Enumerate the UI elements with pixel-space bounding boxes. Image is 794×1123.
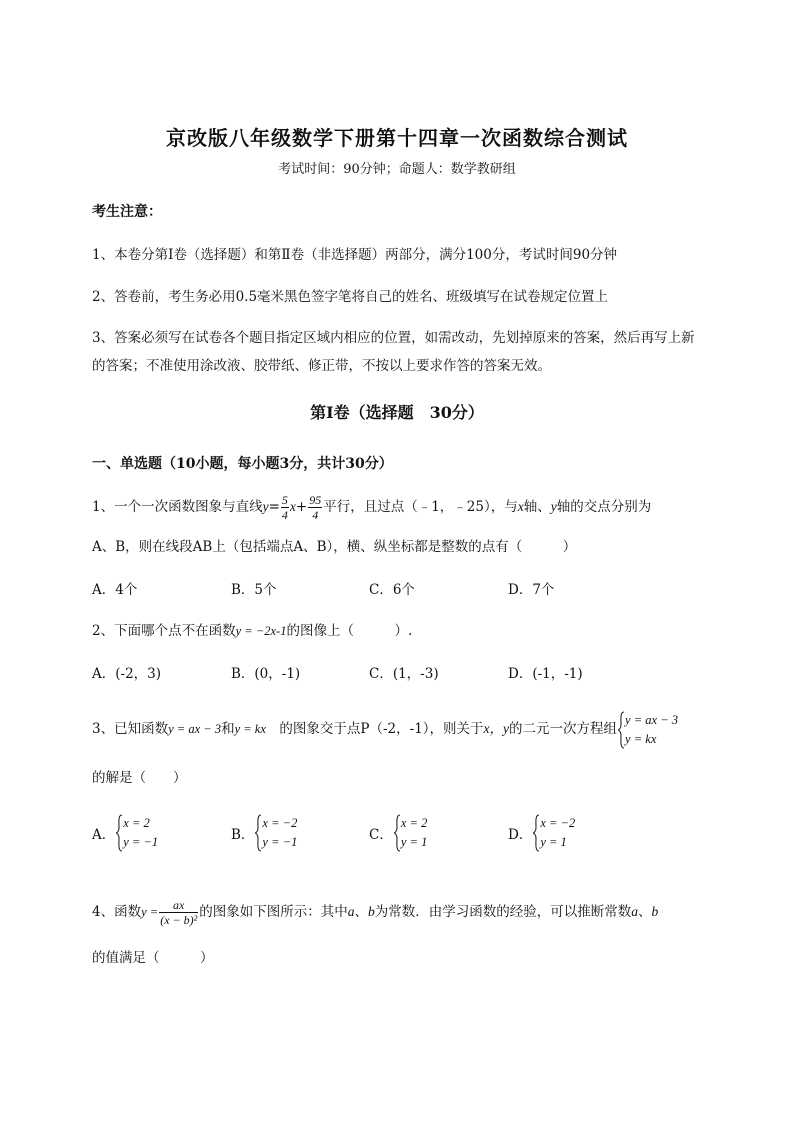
q4-line2: 的值满足（ ）: [92, 950, 214, 966]
q4-text: 、: [637, 904, 652, 920]
system-row: y = 1: [540, 835, 567, 849]
system-row: y = 1: [400, 835, 428, 849]
q1-x: x: [289, 499, 296, 514]
system-row: y = −1: [123, 835, 159, 849]
system-row: y = ax − 3: [625, 712, 678, 727]
q4-b: b: [367, 904, 375, 919]
q4-text: 、: [354, 904, 368, 920]
left-brace-icon: [254, 814, 262, 852]
q3-option-a[interactable]: [92, 814, 158, 852]
notice-item: 的答案；不准使用涂改液、胶带纸、修正带，不按以上要求作答的答案无效。: [92, 358, 551, 374]
fraction-denominator: (x − b)²: [160, 913, 198, 927]
q3-text: 的图象交于点P（-2，-1），则关于: [265, 721, 484, 737]
q2-function: y = −2x-1: [235, 624, 287, 638]
question-1: [92, 492, 651, 522]
q1-option-d[interactable]: D．7个: [508, 582, 555, 598]
q2-text: 的图像上（ ）.: [286, 623, 413, 639]
q3-function-1: y = ax − 3: [168, 722, 222, 736]
system-row: x = −2: [540, 816, 576, 830]
option-label: B．: [231, 827, 255, 843]
q1-line2: A、B，则在线段AB上（包括端点A、B），横、纵坐标都是整数的点有（ ）: [92, 539, 577, 555]
q4-text: 为常数．由学习函数的经验，可以推断常数: [374, 904, 632, 920]
notice-item: 1、本卷分第I卷（选择题）和第Ⅱ卷（非选择题）两部分，满分100分，考试时间90分钟: [92, 247, 618, 263]
option-system: [115, 814, 158, 852]
page-title: 京改版八年级数学下册第十四章一次函数综合测试: [166, 126, 628, 150]
q1-option-a[interactable]: A．4个: [92, 582, 138, 598]
q1-yvar: y: [550, 499, 557, 514]
option-label: D．: [508, 827, 533, 843]
system-row: x = 2: [400, 816, 428, 830]
notice-item: 2、答卷前，考生务必用0.5毫米黑色签字笔将自己的姓名、班级填写在试卷规定位置上: [92, 289, 609, 305]
option-system: [393, 814, 427, 852]
question-4: [92, 894, 658, 930]
q1-plus: +: [295, 499, 308, 515]
q2-option-a[interactable]: A．(-2，3): [92, 666, 162, 682]
q1-xvar: x: [517, 499, 524, 514]
q2-text: 2、下面哪个点不在函数: [92, 623, 236, 639]
option-label: C．: [369, 827, 393, 843]
q4-a2: a: [631, 904, 638, 919]
q4-y: y =: [141, 905, 159, 919]
q1-fraction: [281, 493, 289, 522]
q1-option-c[interactable]: C．6个: [369, 582, 415, 598]
q4-text: 4、函数: [92, 904, 142, 920]
q1-text: 轴、: [523, 499, 551, 515]
system-row: y = kx: [625, 731, 657, 746]
q3-xy: x，y: [483, 721, 510, 736]
q4-text: 的图象如下图所示：其中: [199, 904, 348, 920]
section-title: 第I卷（选择题 30分）: [310, 403, 484, 422]
q1-text: 1、一个一次函数图象与直线: [92, 499, 263, 515]
fraction-denominator: 4: [312, 508, 319, 522]
fraction-denominator: 4: [281, 508, 288, 522]
left-brace-icon: [115, 814, 123, 852]
q4-b2: b: [651, 904, 659, 919]
fraction-numerator: 5: [281, 493, 288, 507]
question-2: [92, 619, 412, 639]
left-brace-icon: [393, 814, 401, 852]
q3-option-b[interactable]: [231, 814, 297, 852]
q1-text: 轴的交点分别为: [556, 499, 652, 515]
q3-equation-system: [617, 711, 678, 749]
q3-option-c[interactable]: [369, 814, 427, 852]
q1-eq: =: [268, 499, 280, 515]
q3-line2: 的解是（ ）: [92, 770, 187, 786]
fraction-numerator: ax: [159, 898, 198, 913]
q1-fraction: [308, 493, 322, 522]
q3-function-2: y = kx: [234, 722, 266, 736]
q3-text: 和: [221, 721, 235, 737]
q2-option-b[interactable]: B．(0，-1): [231, 666, 301, 682]
q2-option-c[interactable]: C．(1，-3): [369, 666, 439, 682]
page-subtitle: 考试时间：90分钟；命题人：数学教研组: [278, 162, 516, 177]
q3-text: 3、已知函数: [92, 721, 169, 737]
option-label: A．: [92, 827, 116, 843]
q2-option-d[interactable]: D．(-1，-1): [508, 666, 583, 682]
fraction-numerator: 95: [309, 493, 322, 507]
q3-text: 的二元一次方程组: [509, 721, 618, 737]
part-heading: 一、单选题（10小题，每小题3分，共计30分）: [92, 456, 393, 472]
option-system: [532, 814, 575, 852]
q1-text: 平行，且过点（﹣1，﹣25），与: [323, 499, 518, 515]
question-3: [92, 710, 678, 749]
system-row: x = −2: [262, 816, 298, 830]
q4-a: a: [347, 904, 355, 919]
q4-fraction: [159, 898, 198, 927]
notice-heading: 考生注意：: [92, 204, 162, 220]
system-row: y = −1: [262, 835, 298, 849]
notice-item: 3、答案必须写在试卷各个题目指定区域内相应的位置，如需改动，先划掉原来的答案，然后再写上新: [92, 330, 695, 346]
option-system: [254, 814, 297, 852]
system-row: x = 2: [123, 816, 150, 830]
left-brace-icon: [532, 814, 540, 852]
q1-option-b[interactable]: B．5个: [231, 582, 277, 598]
q3-option-d[interactable]: [508, 814, 575, 852]
left-brace-icon: [617, 711, 625, 749]
q1-y: y: [262, 499, 269, 514]
